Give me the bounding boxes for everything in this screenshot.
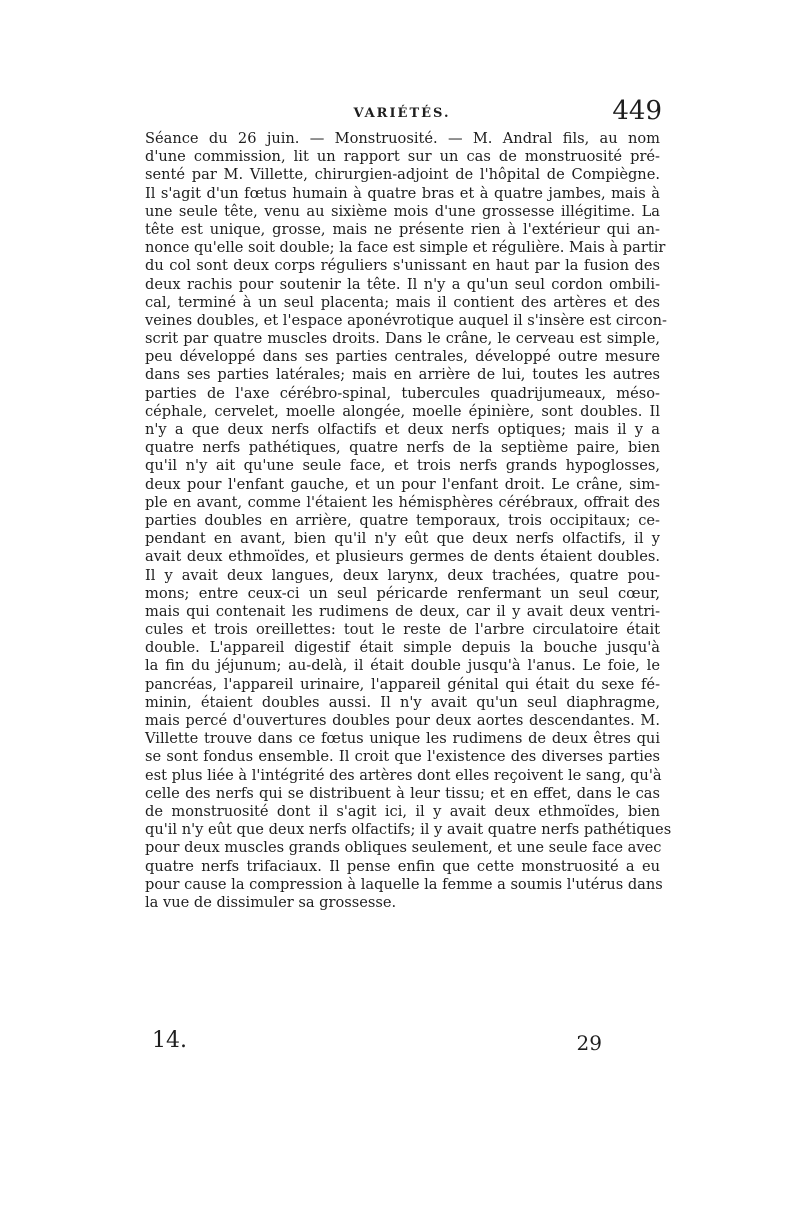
body-text — [145, 130, 672, 912]
text-line: quatre nerfs trifaciaux. Il pense enfin que cette monstruosité a eu — [145, 857, 660, 875]
text-line: veines doubles, et l'espace aponévrotique auquel il s'insère est circon- — [145, 311, 667, 329]
text-line: cal, terminé à un seul placenta; mais il contient des artères et des — [145, 293, 660, 311]
text-line: pancréas, l'appareil urinaire, l'appareil génital qui était du sexe fé- — [145, 675, 660, 693]
page-number: 449 — [612, 96, 662, 126]
text-line: Il s'agit d'un fœtus humain à quatre bras et à quatre jambes, mais à — [145, 184, 660, 202]
text-line: deux rachis pour soutenir la tête. Il n'y a qu'un seul cordon ombili- — [145, 275, 660, 293]
text-line: avait deux ethmoïdes, et plusieurs germes de dents étaient doubles. — [145, 548, 660, 566]
text-line: celle des nerfs qui se distribuent à leur tissu; et en effet, dans le cas — [145, 784, 660, 802]
text-line: dans ses parties latérales; mais en arrière de lui, toutes les autres — [145, 366, 660, 384]
text-line: qu'il n'y eût que deux nerfs olfactifs; il y avait quatre nerfs pathétiques — [145, 821, 672, 839]
text-line: peu développé dans ses parties centrales, développé outre mesure — [145, 348, 660, 366]
text-line: est plus liée à l'intégrité des artères dont elles reçoivent le sang, qu'à — [145, 766, 662, 784]
text-line: d'une commission, lit un rapport sur un cas de monstruosité pré- — [145, 148, 660, 166]
text-line: ple en avant, comme l'étaient les hémisphères cérébraux, offrait des — [145, 493, 660, 511]
text-line: mais qui contenait les rudimens de deux, car il y avait deux ventri- — [145, 602, 660, 620]
page-header — [142, 96, 662, 130]
text-line: tête est unique, grosse, mais ne présente rien à l'extérieur qui an- — [145, 220, 660, 238]
page-footer — [152, 1028, 602, 1058]
text-line: du col sont deux corps réguliers s'unissant en haut par la fusion des — [145, 257, 660, 275]
text-line: Il y avait deux langues, deux larynx, deux trachées, quatre pou- — [145, 566, 660, 584]
signature-mark: 29 — [576, 1031, 602, 1055]
text-line: Séance du 26 juin. — Monstruosité. — M. Andral fils, au nom — [145, 130, 660, 147]
volume-number: 14. — [152, 1028, 187, 1053]
text-line: pour deux muscles grands obliques seulement, et une seule face avec — [145, 839, 662, 857]
text-line: mais percé d'ouvertures doubles pour deux aortes descendantes. M. — [145, 712, 660, 729]
text-line: se sont fondus ensemble. Il croit que l'existence des diverses parties — [145, 748, 660, 766]
text-line: une seule tête, venu au sixième mois d'une grossesse illégitime. La — [145, 202, 660, 220]
running-title: VARIÉTÉS. — [353, 106, 451, 121]
text-line: minin, étaient doubles aussi. Il n'y avait qu'un seul diaphragme, — [145, 693, 660, 711]
text-line: la fin du jéjunum; au-delà, il était double jusqu'à l'anus. Le foie, le — [145, 657, 660, 675]
text-line: céphale, cervelet, moelle alongée, moelle épinière, sont doubles. Il — [145, 402, 660, 420]
text-line: cules et trois oreillettes: tout le reste de l'arbre circulatoire était — [145, 621, 660, 639]
text-line: mons; entre ceux-ci un seul péricarde renfermant un seul cœur, — [145, 584, 660, 602]
text-line: parties doubles en arrière, quatre temporaux, trois occipitaux; ce- — [145, 511, 660, 529]
text-line: quatre nerfs pathétiques, quatre nerfs de la septième paire, bien — [145, 439, 660, 457]
text-line: scrit par quatre muscles droits. Dans le crâne, le cerveau est simple, — [145, 330, 660, 348]
text-line: la vue de dissimuler sa grossesse. — [145, 893, 397, 911]
text-line: pour cause la compression à laquelle la femme a soumis l'utérus dans — [145, 875, 663, 893]
text-line: n'y a que deux nerfs olfactifs et deux nerfs optiques; mais il y a — [145, 421, 660, 438]
text-line: parties de l'axe cérébro-spinal, tubercules quadrijumeaux, méso- — [145, 384, 660, 402]
text-line: senté par M. Villette, chirurgien-adjoint de l'hôpital de Compiègne. — [145, 166, 660, 184]
text-line: de monstruosité dont il s'agit ici, il y avait deux ethmoïdes, bien — [145, 802, 660, 820]
text-line: pendant en avant, bien qu'il n'y eût que deux nerfs olfactifs, il y — [145, 530, 660, 548]
text-line: Villette trouve dans ce fœtus unique les rudimens de deux êtres qui — [145, 730, 660, 748]
text-line: deux pour l'enfant gauche, et un pour l'enfant droit. Le crâne, sim- — [145, 475, 660, 493]
text-line: nonce qu'elle soit double; la face est simple et régulière. Mais à partir — [145, 239, 666, 257]
text-line: qu'il n'y ait qu'une seule face, et trois nerfs grands hypoglosses, — [145, 457, 660, 475]
text-line: double. L'appareil digestif était simple depuis la bouche jusqu'à — [145, 639, 660, 657]
